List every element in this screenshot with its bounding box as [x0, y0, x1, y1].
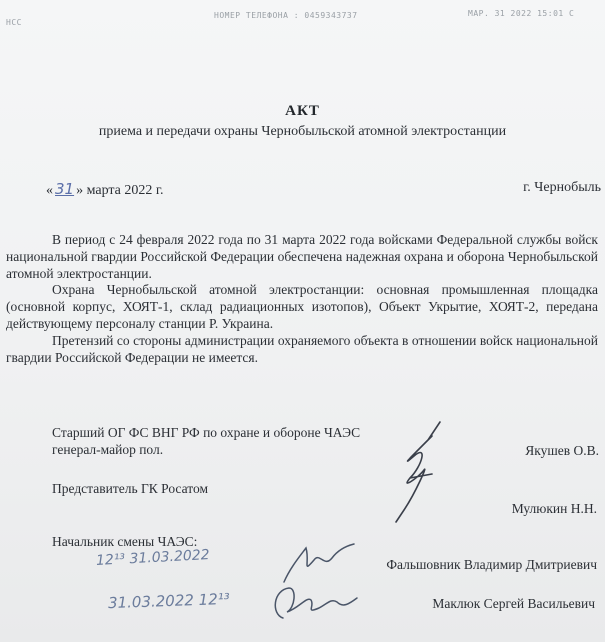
document-title: АКТ	[285, 103, 320, 119]
date-day-handwritten: 31	[55, 180, 75, 198]
fax-header-left: НСС	[6, 18, 22, 27]
senior-officer-name: Якушев О.В.	[525, 443, 599, 458]
senior-officer-title-line1: Старший ОГ ФС ВНГ РФ по охране и обороне ЧАЭС	[52, 425, 361, 440]
date-suffix: » марта 2022 г.	[76, 183, 164, 198]
signature-senior-officer	[370, 418, 460, 528]
handwritten-time-date-1: 12¹³ 31.03.2022	[95, 547, 210, 569]
shift-head-name-2: Маклюк Сергей Васильевич	[432, 596, 595, 611]
rosatom-representative-name: Мулюкин Н.Н.	[511, 501, 597, 516]
fax-header-timestamp: МАР. 31 2022 15:01 С	[468, 9, 575, 18]
document-subtitle: приема и передачи охраны Чернобыльской атомной электростанции	[98, 124, 507, 139]
document-city: г. Чернобыль	[523, 180, 601, 195]
body-paragraph-2: Охрана Чернобыльской атомной электростанции: основная промышленная площадка (основной корпус, ХОЯТ-1, склад радиационных изотопов), Объект Укрытие, ХОЯТ-2, передана действующему персоналу станции Р. Украина.	[6, 282, 598, 331]
handwritten-time-date-2: 31.03.2022 12¹³	[107, 589, 231, 613]
body-paragraph-1: В период с 24 февраля 2022 года по 31 марта 2022 года войсками Федеральной службы войск национальной гвардии Российской Федерации обеспечена надежная охрана и оборона Чернобыльской атомной электростанции.	[6, 232, 598, 281]
signature-shift-head-2	[265, 578, 365, 628]
rosatom-representative-title: Представитель ГК Росатом	[52, 481, 208, 496]
fax-header-phone: НОМЕР ТЕЛЕФОНА : 0459343737	[214, 11, 358, 20]
senior-officer-title	[52, 424, 360, 458]
body-paragraph-3: Претензий со стороны администрации охраняемого объекта в отношении войск национальной гвардии Российской Федерации не имеется.	[6, 332, 598, 365]
shift-head-title: Начальник смены ЧАЭС:	[52, 534, 198, 549]
date-prefix: «	[46, 183, 53, 198]
senior-officer-title-line2: генерал-майор пол.	[52, 442, 164, 457]
document-date	[46, 180, 164, 199]
document-body	[6, 232, 598, 366]
shift-head-name-1: Фальшовник Владимир Дмитриевич	[386, 557, 597, 572]
